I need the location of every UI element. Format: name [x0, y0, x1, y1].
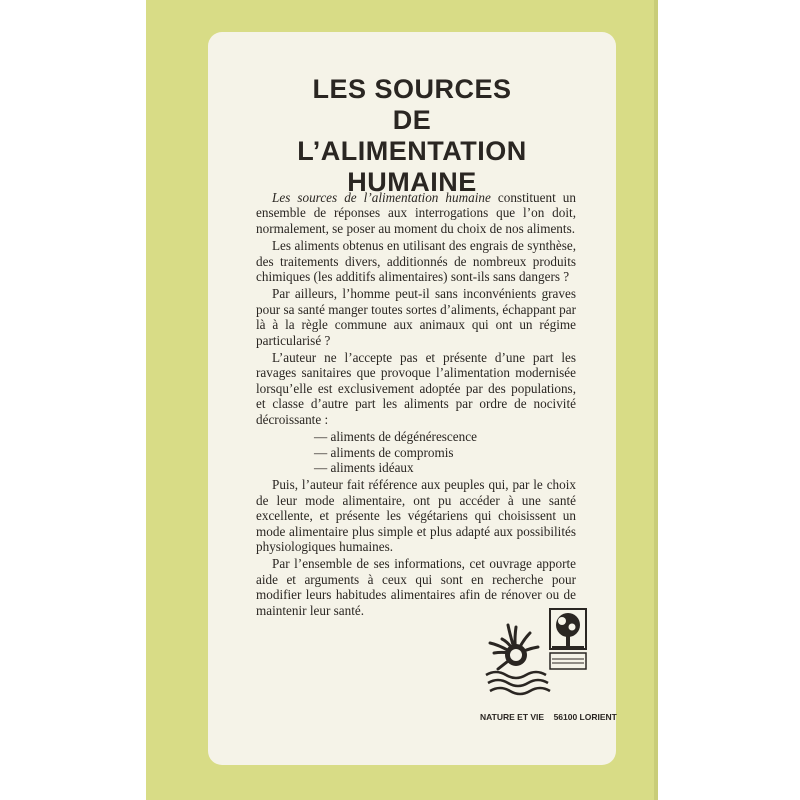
paragraph-text: constituent un ensemble de réponses aux interrogations que l’on doit, normalement, se poser au moment du choix de nos aliments.: [256, 190, 576, 236]
blurb-body: [256, 190, 576, 620]
paragraph-3: Par ailleurs, l’homme peut-il sans inconvénients graves pour sa santé manger toutes sortes d’aliments, échappant par là à la règle commune aux animaux qui ont un régime particularisé ?: [256, 286, 576, 348]
book-title-italic: Les sources de l’alimentation humaine: [272, 190, 491, 205]
publisher-imprint: [480, 712, 617, 722]
title-line: L’ALIMENTATION: [297, 136, 527, 166]
publisher-name: NATURE ET VIE: [480, 712, 545, 722]
book-title: [208, 74, 616, 198]
publisher-logo-icon: [480, 605, 590, 711]
title-line: HUMAINE: [347, 167, 477, 197]
title-line: DE: [392, 105, 432, 135]
text-panel: [208, 32, 616, 765]
list-item: — aliments idéaux: [314, 459, 414, 475]
cover-edge: [654, 0, 658, 800]
paragraph-5: Puis, l’auteur fait référence aux peuples qui, par le choix de leur mode alimentaire, ont pu accéder à une santé excellente, et présente les végétariens qui choisissent un mode alimentaire plus simple et plus adapté aux possibilités physiologiques humaines.: [256, 477, 576, 554]
paragraph-4: L’auteur ne l’accepte pas et présente d’une part les ravages sanitaires que provoque l’alimentation modernisée lorsqu’elle est exclusivement adoptée par des populations, et classe d’autre part les aliments par ordre de nocivité décroissante :: [256, 350, 576, 427]
food-category-list: [256, 429, 576, 475]
list-item: — aliments de dégénérescence: [314, 429, 477, 445]
title-line: LES SOURCES: [312, 74, 512, 104]
publisher-address: 56100 LORIENT: [553, 712, 617, 722]
paragraph-2: Les aliments obtenus en utilisant des engrais de synthèse, des traitements divers, additionnés de nombreux produits chimiques (les additifs alimentaires) sont-ils sans dangers ?: [256, 238, 576, 285]
paragraph-6: Par l’ensemble de ses informations, cet ouvrage apporte aide et arguments à ceux qui sont en recherche pour modifier leurs habitudes alimentaires afin de rénover ou de maintenir leur santé.: [256, 556, 576, 618]
paragraph-1: [256, 190, 576, 236]
list-item: — aliments de compromis: [314, 444, 454, 460]
